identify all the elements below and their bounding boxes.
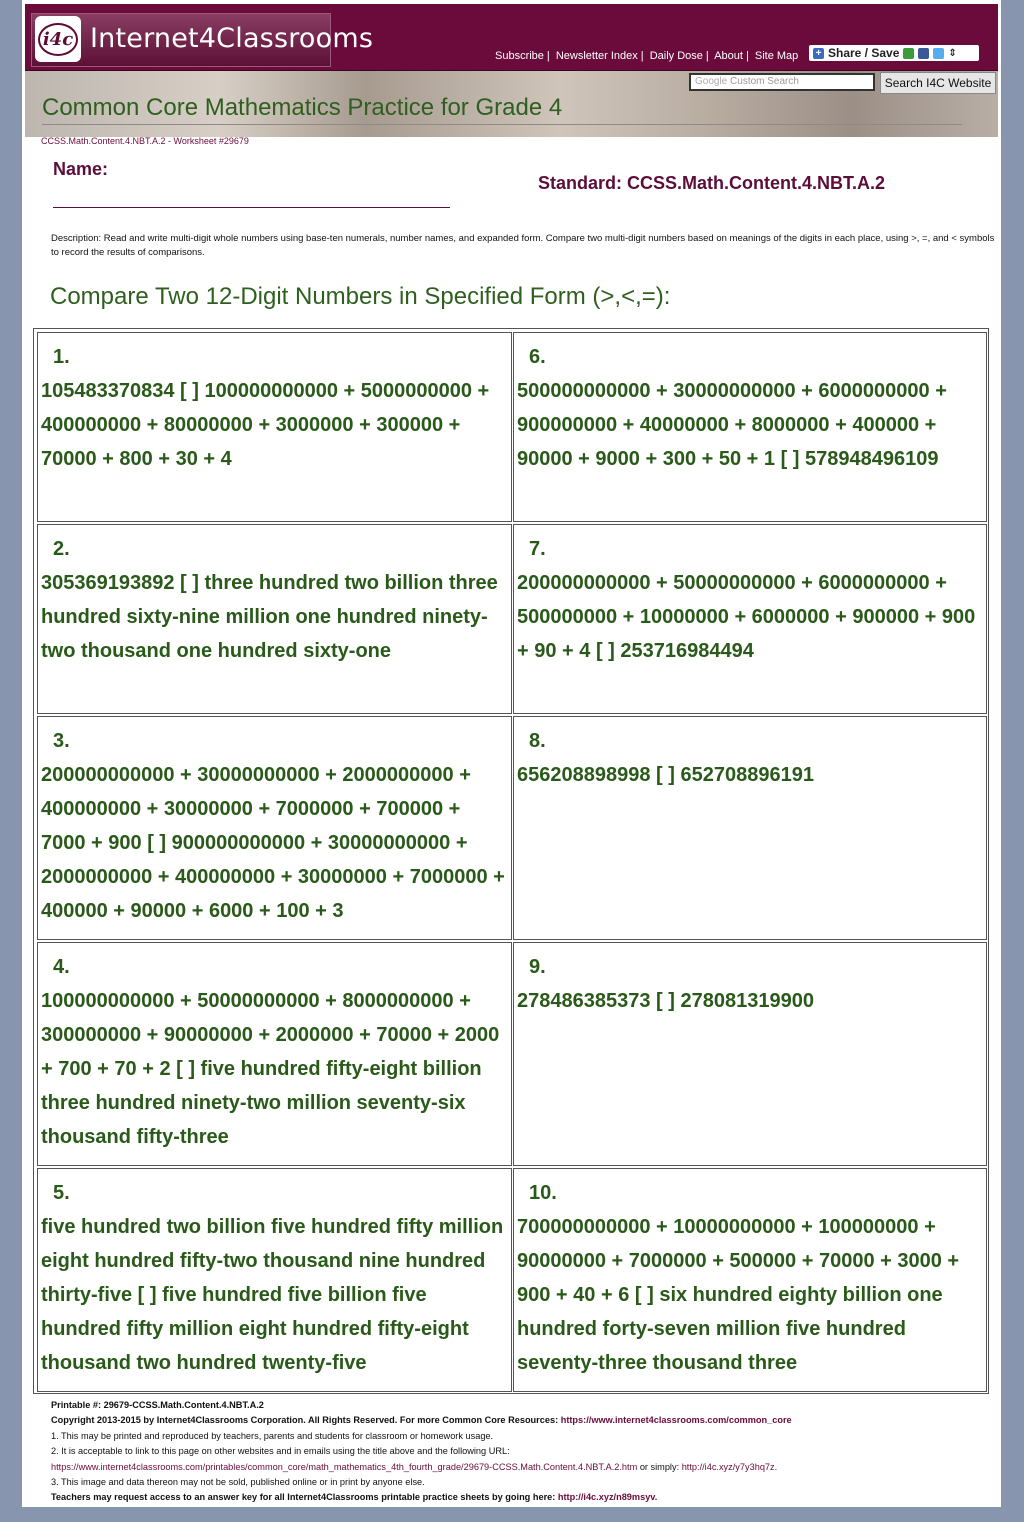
problem-number: 9. <box>529 956 546 978</box>
common-core-link[interactable]: https://www.internet4classrooms.com/common_core <box>560 1415 792 1426</box>
nav-daily-dose[interactable]: Daily Dose <box>649 50 703 62</box>
problem-cell <box>37 716 512 940</box>
problem-number: 3. <box>53 730 70 752</box>
share-save-button[interactable]: + Share / Save ⇕ <box>809 45 979 61</box>
problem-text: 105483370834 [ ] 100000000000 + 5000000000 + 400000000 + 80000000 + 3000000 + 300000 + 70000 + 800 + 30 + 4 <box>41 380 490 470</box>
problem-number: 1. <box>53 346 70 368</box>
copyright: Copyright 2013-2015 by Internet4Classrooms Corporation. All Rights Reserved. For more Common Core Resources: https://www.internet4classrooms.com/common_core <box>51 1415 792 1426</box>
email-share-icon <box>903 48 914 59</box>
problem-number: 7. <box>529 538 546 560</box>
twitter-icon <box>933 48 944 59</box>
page-urls: https://www.internet4classrooms.com/printables/common_core/math_mathematics_4th_fourth_grade/29679-CCSS.Math.Content.4.NBT.A.2.htm or simply: http://i4c.xyz/y7y3hq7z. <box>51 1461 778 1472</box>
problem-text: five hundred two billion five hundred fifty million eight hundred fifty-two thousand nine hundred thirty-five [ ] five hundred five billion five hundred fifty million eight hundred fifty-eight thousand two hundred twenty-five <box>41 1216 504 1374</box>
answer-key-note: Teachers may request access to an answer key for all Internet4Classrooms printable practice sheets by going here: http://i4c.xyz/n89msyv. <box>51 1492 658 1503</box>
problem-number: 4. <box>53 956 70 978</box>
problem-cell <box>37 524 512 714</box>
name-line <box>53 207 450 208</box>
problem-cell <box>513 716 987 940</box>
header-banner <box>25 4 998 71</box>
note-1: 1. This may be printed and reproduced by teachers, parents and students for classroom or homework usage. <box>51 1430 494 1441</box>
nav-subscribe[interactable]: Subscribe <box>495 50 544 62</box>
page-url-link[interactable]: https://www.internet4classrooms.com/printables/common_core/math_mathematics_4th_fourth_grade/29679-CCSS.Math.Content.4.NBT.A.2.htm <box>51 1461 638 1472</box>
problem-cell <box>37 942 512 1166</box>
problem-cell <box>513 524 987 714</box>
i4c-logo-icon: i4c <box>35 16 81 62</box>
problems-grid <box>33 328 989 1394</box>
problem-number: 10. <box>529 1182 557 1204</box>
problem-cell <box>513 942 987 1166</box>
search-button[interactable]: Search I4C Website <box>880 72 996 94</box>
problem-cell <box>37 332 512 522</box>
problem-text: 200000000000 + 50000000000 + 6000000000 + 500000000 + 10000000 + 6000000 + 900000 + 900 + 90 + 4 [ ] 253716984494 <box>517 572 976 662</box>
chevron-updown-icon: ⇕ <box>948 47 957 59</box>
description: Description: Read and write multi-digit whole numbers using base-ten numerals, number names, and expanded form. Compare two multi-digit numbers based on meanings of the digits in each place, using >, =, and < symbols to record the results of comparisons. <box>51 233 995 258</box>
problem-text: 500000000000 + 30000000000 + 6000000000 + 900000000 + 40000000 + 8000000 + 400000 + 90000 + 9000 + 300 + 50 + 1 [ ] 578948496109 <box>517 380 947 470</box>
problem-number: 5. <box>53 1182 70 1204</box>
problem-text: 100000000000 + 50000000000 + 8000000000 + 300000000 + 90000000 + 2000000 + 70000 + 2000 + 700 + 70 + 2 [ ] five hundred fifty-eight billion three hundred ninety-two million seventy-six thousand fifty-three <box>41 990 500 1148</box>
short-url-link[interactable]: http://i4c.xyz/y7y3hq7z. <box>681 1461 778 1472</box>
problem-number: 6. <box>529 346 546 368</box>
problem-text: 278486385373 [ ] 278081319900 <box>517 990 814 1012</box>
problem-text: 656208898998 [ ] 652708896191 <box>517 764 814 786</box>
site-logo[interactable] <box>31 13 374 67</box>
worksheet-id: CCSS.Math.Content.4.NBT.A.2 - Worksheet #29679 <box>41 136 249 146</box>
title-divider <box>42 124 962 125</box>
problem-number: 2. <box>53 538 70 560</box>
note-3: 3. This image and data thereon may not be sold, published online or in print by anyone else. <box>51 1477 425 1488</box>
standard-label: Standard: CCSS.Math.Content.4.NBT.A.2 <box>538 173 886 193</box>
problem-text: 200000000000 + 30000000000 + 2000000000 + 400000000 + 30000000 + 7000000 + 700000 + 7000 + 900 [ ] 900000000000 + 30000000000 + 2000000000 + 400000000 + 30000000 + 7000000 + 400000 + 90000 + 6000 + 100 + 3 <box>41 764 505 922</box>
share-plus-icon: + <box>813 48 824 59</box>
worksheet-title: Compare Two 12-Digit Numbers in Specified Form (>,<,=): <box>50 283 671 310</box>
problem-text: 700000000000 + 10000000000 + 100000000 + 90000000 + 7000000 + 500000 + 70000 + 3000 + 900 + 40 + 6 [ ] six hundred eighty billion one hundred forty-seven million five hundred seventy-three thousand three <box>517 1216 960 1374</box>
name-label: Name: <box>53 159 109 179</box>
page-title: Common Core Mathematics Practice for Grade 4 <box>42 94 563 121</box>
footer <box>51 1398 991 1506</box>
note-2: 2. It is acceptable to link to this page on other websites and in emails using the title above and the following URL: <box>51 1446 510 1457</box>
search-input[interactable]: Google Custom Search <box>689 73 875 91</box>
answer-key-link[interactable]: http://i4c.xyz/n89msyv. <box>557 1492 658 1503</box>
printable-number: Printable #: 29679-CCSS.Math.Content.4.NBT.A.2 <box>51 1400 264 1410</box>
problem-cell <box>37 1168 512 1392</box>
problem-text: 305369193892 [ ] three hundred two billion three hundred sixty-nine million one hundred ninety-two thousand one hundred sixty-one <box>41 572 498 662</box>
top-nav: Subscribe | Newsletter Index | Daily Dose | About | Site Map <box>495 50 799 62</box>
worksheet-page <box>22 0 1001 1507</box>
nav-site-map[interactable]: Site Map <box>754 50 799 62</box>
problem-number: 8. <box>529 730 546 752</box>
facebook-icon <box>918 48 929 59</box>
problem-cell <box>513 1168 987 1392</box>
nav-about[interactable]: About <box>714 50 743 62</box>
nav-newsletter-index[interactable]: Newsletter Index <box>555 50 638 62</box>
site-name: Internet4Classrooms <box>90 23 374 54</box>
problem-cell <box>513 332 987 522</box>
